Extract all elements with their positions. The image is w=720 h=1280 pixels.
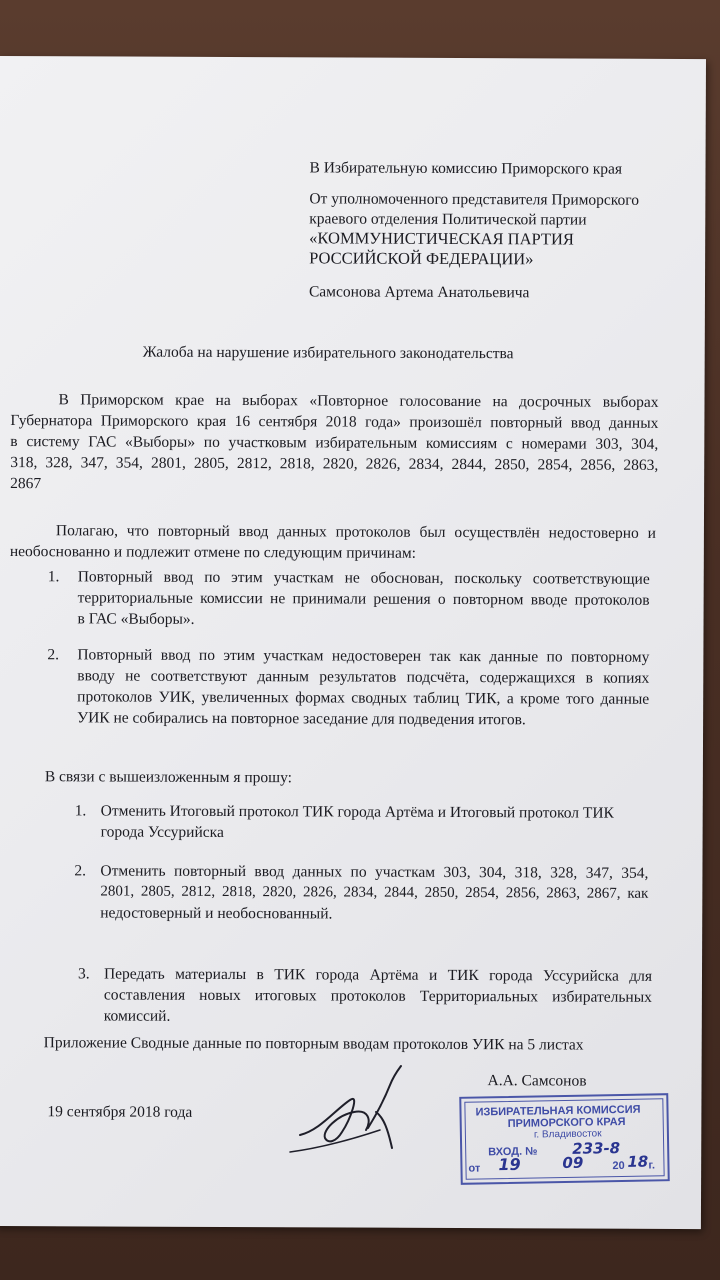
- paragraph-1-line-5: 2867: [10, 475, 42, 493]
- stamp-year-prefix: 20: [612, 1159, 625, 1173]
- request-3-line-3: комиссий.: [103, 1007, 171, 1025]
- party-name-line-2: РОССИЙСКОЙ ФЕДЕРАЦИИ»: [309, 248, 534, 269]
- attachment-note: Приложение Сводные данные по повторным вводам протоколов УИК на 5 листах: [43, 1034, 584, 1054]
- stamp-line-2: ПРИМОРСКОГО КРАЯ: [507, 1115, 626, 1130]
- paragraph-1-line-1: В Приморском крае на выборах «Повторное голосование на досрочных выборах: [58, 391, 659, 411]
- request-2-number: 2.: [74, 862, 87, 880]
- paragraph-1-line-2: Губернатора Приморского края 16 сентября 2018 года» произошёл повторный ввод данных: [10, 412, 659, 432]
- document-page: [0, 56, 706, 1229]
- reason-2-line-1: Повторный ввод по этим участкам недостоверен так как данные по повторному: [77, 646, 650, 666]
- reason-2-line-3: протоколов УИК, увеличенных формах сводных таблиц ТИК, а кроме того данные: [77, 688, 650, 708]
- handwritten-signature: [280, 1060, 440, 1170]
- party-name-line-1: «КОММУНИСТИЧЕСКАЯ ПАРТИЯ: [309, 228, 574, 249]
- reason-1-line-1: Повторный ввод по этим участкам не обоснован, поскольку соответствующие: [77, 568, 650, 588]
- request-2-line-2: 2801, 2805, 2812, 2818, 2820, 2826, 2834, 2844, 2850, 2854, 2856, 2863, 2867, как: [100, 883, 649, 902]
- sender-line-1: От уполномоченного представителя Приморского: [309, 190, 640, 209]
- sender-line-2: краевого отделения Политической партии: [309, 210, 587, 229]
- request-3-number: 3.: [77, 965, 90, 983]
- sender-name: Самсонова Артема Анатольевича: [308, 283, 530, 302]
- stamp-incoming-label: ВХОД. №: [488, 1145, 538, 1159]
- incoming-registration-stamp: [459, 1093, 670, 1185]
- document-title: Жалоба на нарушение избирательного законодательства: [142, 343, 514, 363]
- stamp-incoming-number: 233-8: [572, 1139, 621, 1158]
- request-3-line-2: составления новых итоговых протоколов Территориальных избирательных: [103, 986, 652, 1006]
- addressee: В Избирательную комиссию Приморского края: [309, 159, 623, 178]
- document-date: 19 сентября 2018 года: [47, 1103, 193, 1121]
- reason-2-line-2: вводу не соответствуют данным результатов подсчёта, содержащихся в копиях: [77, 667, 650, 687]
- stamp-month: 09: [562, 1153, 584, 1173]
- paragraph-2-line-1: Полагаю, что повторный ввод данных протоколов был осуществлён недостоверно и: [55, 522, 656, 542]
- stamp-year-suffix: 18: [627, 1152, 649, 1171]
- request-2-line-3: недостоверный и необоснованный.: [100, 904, 333, 923]
- reason-1-line-3: в ГАС «Выборы».: [77, 610, 195, 628]
- request-3-line-1: Передать материалы в ТИК города Артёма и ТИК города Уссурийска для: [103, 965, 653, 985]
- request-intro: В связи с вышеизложенным я прошу:: [44, 768, 292, 787]
- paragraph-2-line-2: необоснованно и подлежит отмене по следующим причинам:: [9, 543, 416, 562]
- request-1-line-1: Отменить Итоговый протокол ТИК города Артёма и Итоговый протокол ТИК: [100, 802, 614, 822]
- stamp-year-end: г.: [648, 1159, 656, 1172]
- stamp-day: 19: [498, 1154, 521, 1175]
- request-1-number: 1.: [74, 802, 87, 820]
- reason-1-line-2: территориальные комиссии не принимали решения о повторном вводе протоколов: [77, 589, 650, 609]
- stamp-from-label: от: [468, 1162, 481, 1175]
- paragraph-1-line-4: 318, 328, 347, 354, 2801, 2805, 2812, 2818, 2820, 2826, 2834, 2844, 2850, 2854, 2856, 2863,: [10, 454, 659, 474]
- request-2-line-1: Отменить повторный ввод данных по участкам 303, 304, 318, 328, 347, 354,: [100, 862, 649, 882]
- signer-name: А.А. Самсонов: [487, 1072, 587, 1090]
- stamp-city: г. Владивосток: [533, 1128, 602, 1141]
- stamp-line-1: ИЗБИРАТЕЛЬНАЯ КОМИССИЯ: [475, 1103, 641, 1119]
- reason-2-line-4: УИК не собирались на повторное заседание для подведения итогов.: [77, 709, 526, 729]
- reason-2-number: 2.: [47, 646, 60, 664]
- request-1-line-2: города Уссурийска: [100, 823, 224, 841]
- paragraph-1-line-3: в систему ГАС «Выборы» по участковым избирательным комиссиям с номерами 303, 304,: [10, 433, 659, 453]
- reason-1-number: 1.: [47, 568, 60, 586]
